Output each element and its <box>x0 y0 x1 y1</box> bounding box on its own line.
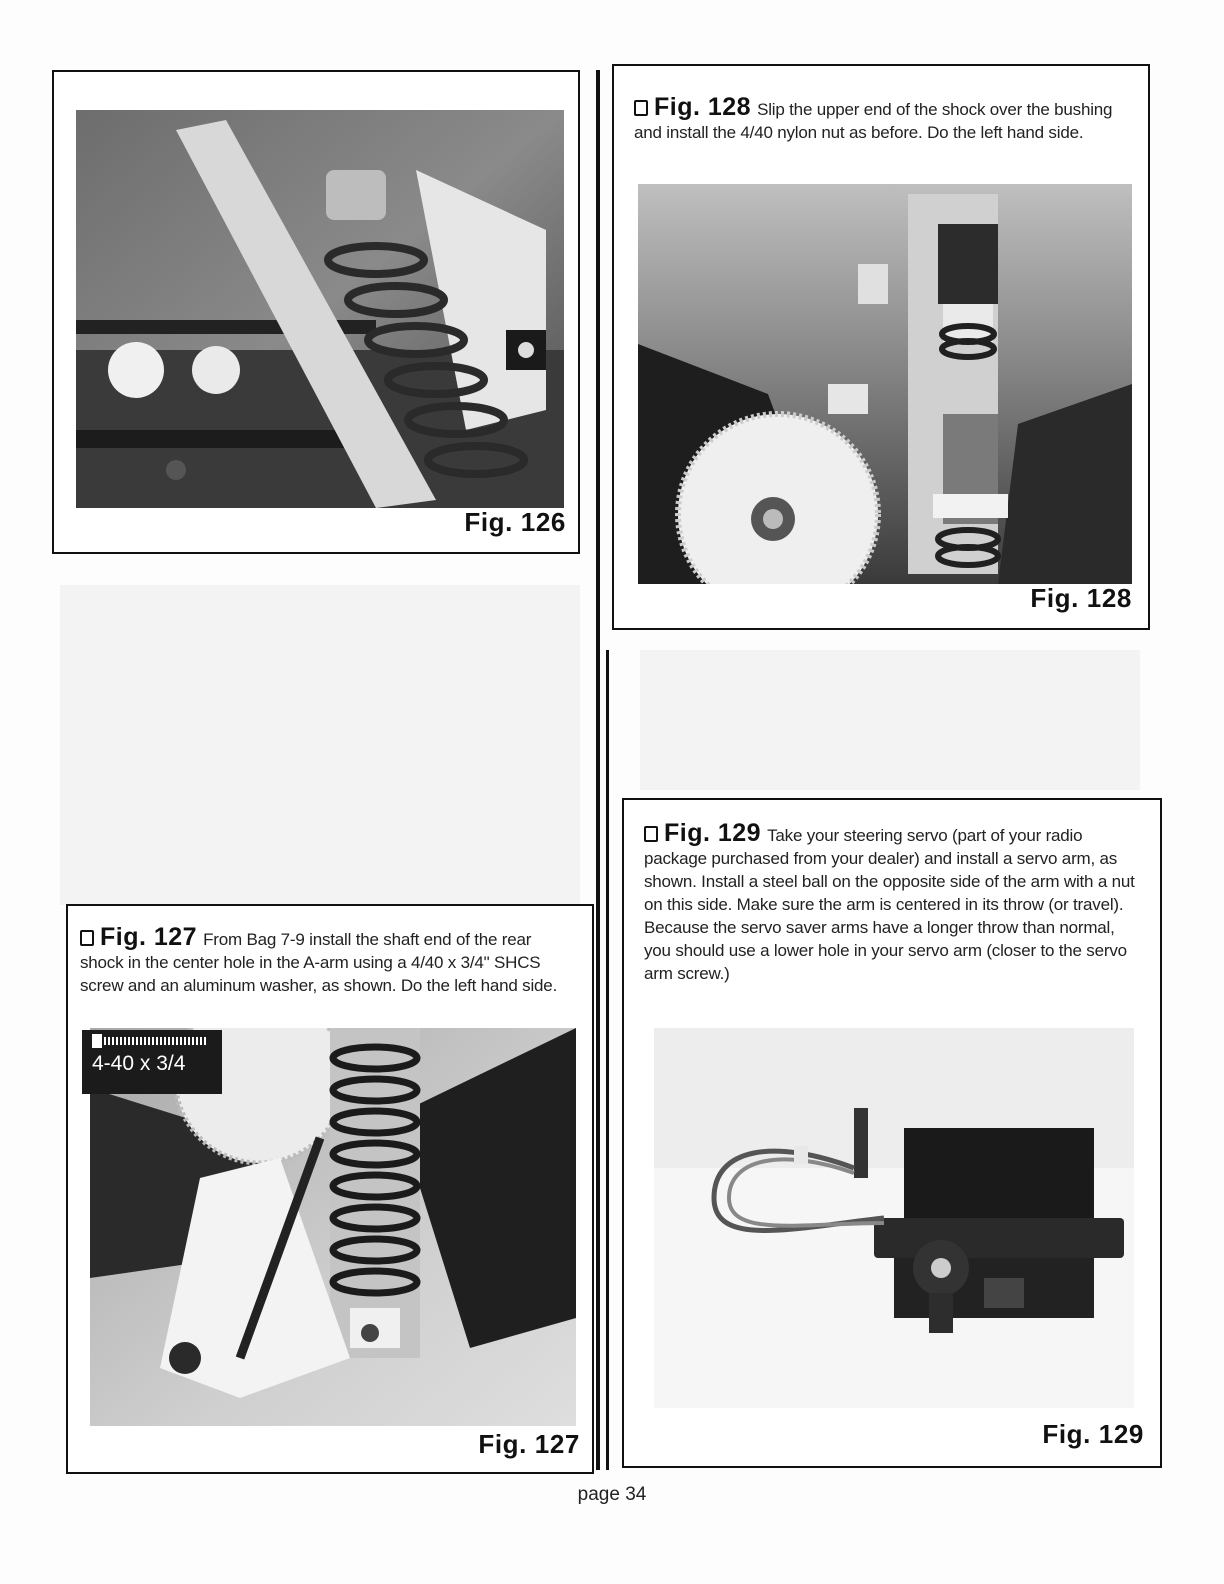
figure-128-panel <box>612 64 1150 630</box>
figure-128-caption-head: Fig. 128 <box>654 93 752 121</box>
bleed-through-shadow <box>60 585 580 905</box>
figure-129-panel <box>622 798 1162 1468</box>
figure-128-photo <box>638 184 1132 584</box>
figure-129-caption-head: Fig. 129 <box>664 819 762 847</box>
figure-129-photo <box>654 1028 1134 1408</box>
figure-128-caption-text: Slip the upper end of the shock over the bushing and install the 4/40 nylon nut as before. Do the left hand side. <box>634 100 1113 142</box>
screw-icon <box>92 1034 212 1048</box>
figure-127-panel <box>66 904 594 1474</box>
shock-assembly-photo <box>76 110 564 508</box>
figure-127-caption-head: Fig. 127 <box>100 923 198 951</box>
figure-126-label: Fig. 126 <box>464 507 566 537</box>
figure-126-photo <box>76 110 564 508</box>
page-number: page 34 <box>577 1484 647 1505</box>
figure-127-label: Fig. 127 <box>478 1429 580 1459</box>
column-divider <box>606 650 609 1470</box>
figure-129-caption-text: Take your steering servo (part of your radio package purchased from your dealer) and install a servo arm, as shown. Install a steel ball on the opposite side of the arm with a nut on this side. Make sure the arm is centered in its throw (or travel). Because the servo saver arms have a longer throw than normal, you should use a lower hole in your servo arm (closer to the servo arm screw.) <box>644 826 1135 983</box>
figure-126-panel <box>52 70 580 554</box>
checkbox-icon[interactable] <box>634 100 648 116</box>
figure-127-caption <box>80 923 578 997</box>
bleed-through-shadow <box>640 650 1140 790</box>
figure-128-label: Fig. 128 <box>1030 583 1132 613</box>
steering-servo-photo <box>654 1028 1134 1408</box>
figure-128-caption <box>634 93 1134 144</box>
screw-size-tag <box>82 1030 222 1094</box>
figure-127-caption-text: From Bag 7-9 install the shaft end of the rear shock in the center hole in the A-arm using a 4/40 x 3/4" SHCS screw and an aluminum washer, as shown. Do the left hand side. <box>80 930 558 995</box>
checkbox-icon[interactable] <box>644 826 658 842</box>
checkbox-icon[interactable] <box>80 930 94 946</box>
screw-size-label: 4-40 x 3/4 <box>92 1052 186 1075</box>
figure-129-label: Fig. 129 <box>1042 1419 1144 1449</box>
column-divider <box>596 70 600 1470</box>
shock-and-gear-photo <box>638 184 1132 584</box>
figure-129-caption <box>644 819 1144 985</box>
